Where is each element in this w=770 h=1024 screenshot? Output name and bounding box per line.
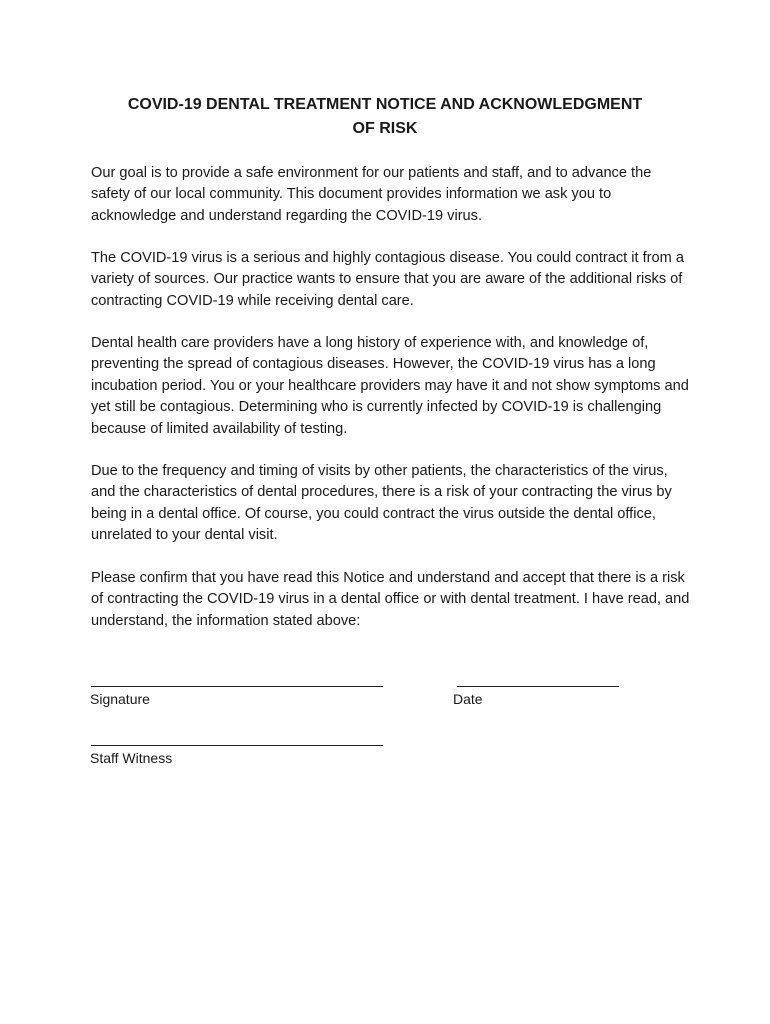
staff-witness-label: Staff Witness xyxy=(90,750,173,766)
signature-label: Signature xyxy=(90,691,150,707)
intro-paragraph: Our goal is to provide a safe environment for our patients and staff, and to advance the safety of our local community. This document provides information we ask you to acknowledge and understand regarding the COVID-19 virus. xyxy=(91,165,652,224)
date-label: Date xyxy=(453,691,483,707)
signature-line[interactable] xyxy=(91,686,383,687)
staff-witness-line[interactable] xyxy=(91,745,383,746)
providers-paragraph: Dental health care providers have a long history of experience with, and knowledge of, preventing the spread of contagious diseases. However, the COVID-19 virus has a long incubation period. You or your healthcare providers may have it and not show symptoms and yet still be contagious. Determining who is currently infected by COVID-19 is challenging because of limited availability of testing. xyxy=(91,335,689,437)
title-line-1: COVID-19 DENTAL TREATMENT NOTICE AND ACKNOWLEDGMENT xyxy=(127,96,643,113)
virus-paragraph: The COVID-19 virus is a serious and highly contagious disease. You could contract it from a variety of sources. Our practice wants to ensure that you are aware of the additional risks of contracting COVID-19 while receiving dental care. xyxy=(91,250,684,309)
confirmation-paragraph: Please confirm that you have read this Notice and understand and accept that there is a risk of contracting the COVID-19 virus in a dental office or with dental treatment. I have read, and understand, the information stated above: xyxy=(91,570,690,629)
title-line-2: OF RISK xyxy=(352,120,418,137)
document-title xyxy=(90,93,680,141)
date-line[interactable] xyxy=(457,686,619,687)
risk-paragraph: Due to the frequency and timing of visits by other patients, the characteristics of the virus, and the characteristics of dental procedures, there is a risk of your contracting the virus by being in a dental office. Of course, you could contract the virus outside the dental office, unrelated to your dental visit. xyxy=(91,463,672,544)
